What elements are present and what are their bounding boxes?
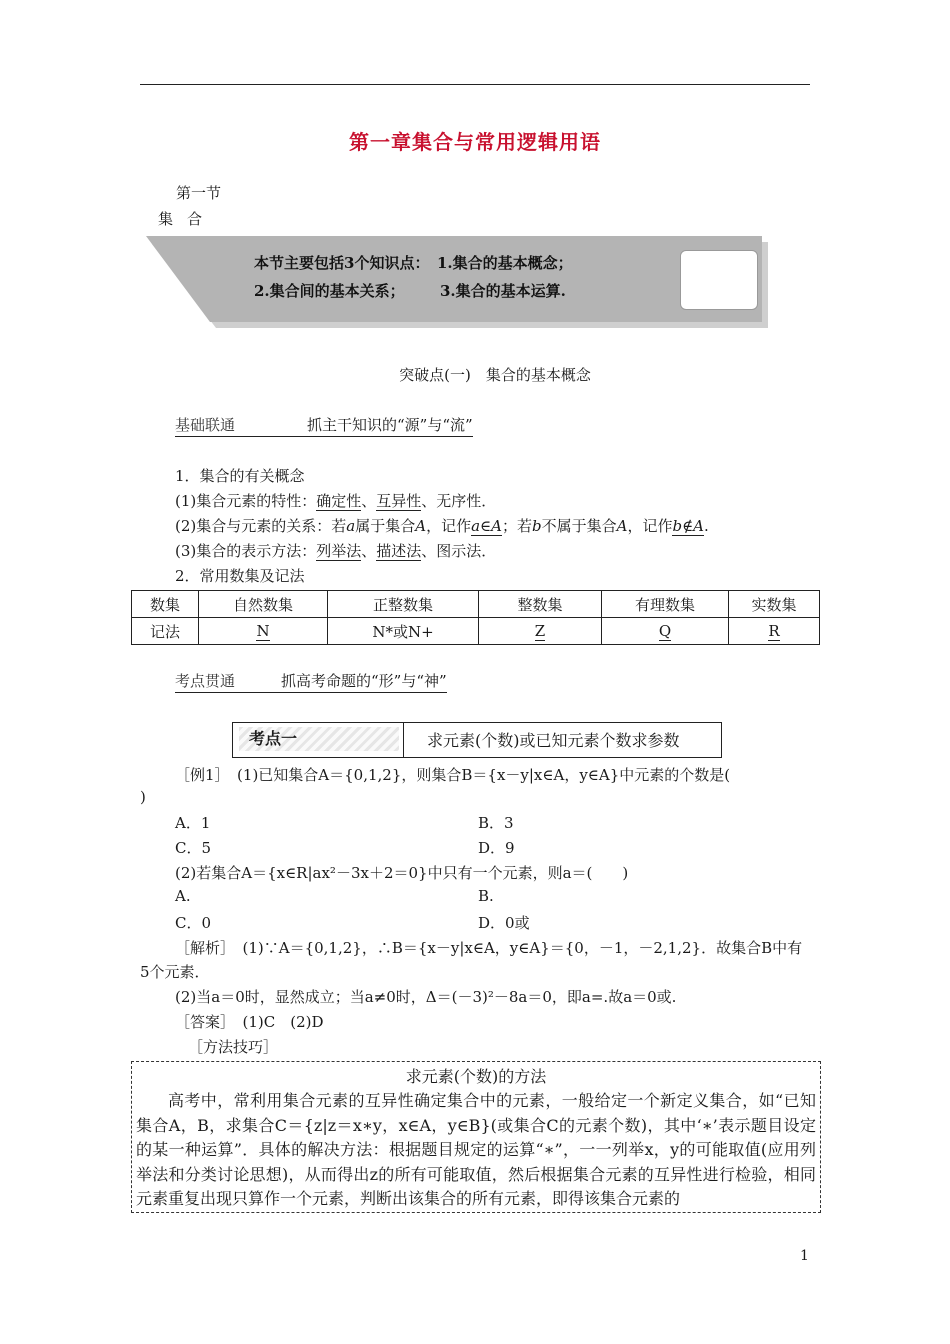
- text: .: [704, 517, 709, 535]
- page-number: 1: [800, 1248, 809, 1264]
- option-a: A．1: [175, 814, 211, 832]
- text: 不属于集合: [541, 517, 617, 535]
- blank-answer: Z: [534, 622, 546, 640]
- option2-c: C．0: [175, 914, 212, 932]
- chapter-title: 第一章集合与常用逻辑用语: [349, 130, 601, 154]
- solution-1-cont: 5个元素．: [140, 963, 210, 981]
- section-label: 第一节: [176, 184, 222, 202]
- text: 、无序性．: [421, 492, 497, 510]
- blank-answer: 列举法: [316, 542, 362, 560]
- method-box: [131, 1061, 821, 1213]
- option2-a: A.: [175, 887, 191, 905]
- blank-answer: N: [256, 622, 270, 640]
- option-d: D．9: [478, 839, 515, 857]
- table-cell: [199, 618, 328, 645]
- var: b: [531, 517, 542, 535]
- blank-answer: b∉A: [672, 517, 705, 535]
- example-question-1: ［例1］ (1)已知集合A＝{0,1,2}，则集合B＝{x－y|x∈A，y∈A}中元素的个数是(: [175, 766, 731, 784]
- exam-band-text: 抓高考命题的“形”与“神”: [281, 672, 447, 690]
- solution-1: ［解析］ (1)∵A＝{0,1,2}，∴B＝{x－y|x∈A，y∈A}＝{0，－1，－2,1,2}．故集合B中有: [175, 939, 803, 957]
- table-cell: 整数集: [479, 591, 602, 618]
- example-question-1-end: ): [140, 788, 146, 806]
- basic-band-tag: 基础联通: [175, 416, 236, 434]
- overview-banner: [146, 236, 770, 328]
- exam-band: [175, 670, 447, 693]
- cell-text: N*或N+: [372, 622, 434, 641]
- kaodian-divider: [403, 723, 404, 757]
- option-c: C．5: [175, 839, 212, 857]
- text: (1)集合元素的特性：: [175, 492, 317, 510]
- var: a: [346, 517, 356, 535]
- table-cell: 有理数集: [602, 591, 729, 618]
- blank-answer: R: [768, 622, 780, 640]
- kaodian-box: [232, 722, 722, 758]
- concept-line-3: [175, 540, 496, 561]
- banner-line-2a: 2.集合间的基本关系；: [254, 282, 405, 300]
- table-cell: [328, 618, 479, 645]
- table-cell: [602, 618, 729, 645]
- option2-d: D．0或: [478, 914, 530, 932]
- table-cell: 数集: [132, 591, 199, 618]
- concept-heading-1: 1．集合的有关概念: [175, 467, 305, 485]
- text: (2)集合与元素的关系：若: [175, 517, 347, 535]
- blank-answer: 描述法: [376, 542, 422, 560]
- banner-blank-box: [680, 250, 758, 310]
- blank-answer: a∈A: [471, 517, 502, 535]
- blank-answer: 确定性: [316, 492, 362, 510]
- answer: ［答案］ (1)C (2)D: [175, 1013, 324, 1031]
- concept-heading-2: 2．常用数集及记法: [175, 567, 305, 585]
- option2-b: B.: [478, 887, 494, 905]
- concept-line-2: [175, 515, 709, 536]
- solution-2: (2)当a＝0时，显然成立；当a≠0时，Δ＝(－3)²－8a＝0，即a=.故a＝0或.: [175, 988, 677, 1006]
- banner-line-2b: 3.集合的基本运算.: [440, 282, 566, 300]
- kaodian-title: 求元素(个数)或已知元素个数求参数: [427, 731, 680, 750]
- example-question-2: (2)若集合A＝{x∈R|ax²－3x＋2＝0}中只有一个元素，则a＝( ): [175, 864, 629, 882]
- kaodian-tag: 考点一: [239, 727, 399, 751]
- basic-band-text: 抓主干知识的“源”与“流”: [307, 416, 473, 434]
- table-cell: 实数集: [729, 591, 820, 618]
- method-paragraph: 高考中，常利用集合元素的互异性确定集合中的元素，一般给定一个新定义集合，如“已知集合A，B，求集合C＝{z|z＝x∗y，x∈A，y∈B}(或集合C的元素个数)，其中‘∗’表示题目设定的某一种运算”．具体的解决方法：根据题目规定的运算“∗”，一一列举x，y的可能取值(应用列举法和分类讨论思想)，从而得出z的所有可能取值，然后根据集合元素的互异性进行检验，相同元素重复出现只算作一个元素，判断出该集合的所有元素，即得该集合元素的: [136, 1091, 816, 1208]
- table-row: [132, 618, 820, 645]
- blank-answer: Q: [658, 622, 672, 640]
- basic-band: [175, 414, 473, 437]
- text: ，记作: [426, 517, 472, 535]
- text: 、: [361, 542, 377, 560]
- text: ；若: [501, 517, 532, 535]
- exam-band-tag: 考点贯通: [175, 672, 236, 690]
- table-cell: [729, 618, 820, 645]
- method-title: 求元素(个数)的方法: [405, 1067, 547, 1086]
- table-cell: 正整数集: [328, 591, 479, 618]
- text: (3)集合的表示方法：: [175, 542, 317, 560]
- banner-line-1: 本节主要包括3个知识点： 1.集合的基本概念；: [254, 254, 573, 272]
- breakthrough-heading: 突破点(一) 集合的基本概念: [399, 366, 591, 384]
- table-cell: 记法: [132, 618, 199, 645]
- option-b: B．3: [478, 814, 514, 832]
- method-label: ［方法技巧］: [188, 1038, 279, 1056]
- text: ，记作: [627, 517, 673, 535]
- text: 、图示法．: [421, 542, 497, 560]
- number-sets-table: [131, 590, 820, 645]
- var: A: [415, 517, 427, 535]
- section-title: 集合: [158, 210, 217, 228]
- text: 、: [361, 492, 377, 510]
- table-row: [132, 591, 820, 618]
- table-cell: [479, 618, 602, 645]
- blank-answer: 互异性: [376, 492, 422, 510]
- text: 属于集合: [355, 517, 416, 535]
- header-rule: [140, 84, 810, 85]
- var: A: [616, 517, 628, 535]
- concept-line-1: [175, 490, 496, 511]
- table-cell: 自然数集: [199, 591, 328, 618]
